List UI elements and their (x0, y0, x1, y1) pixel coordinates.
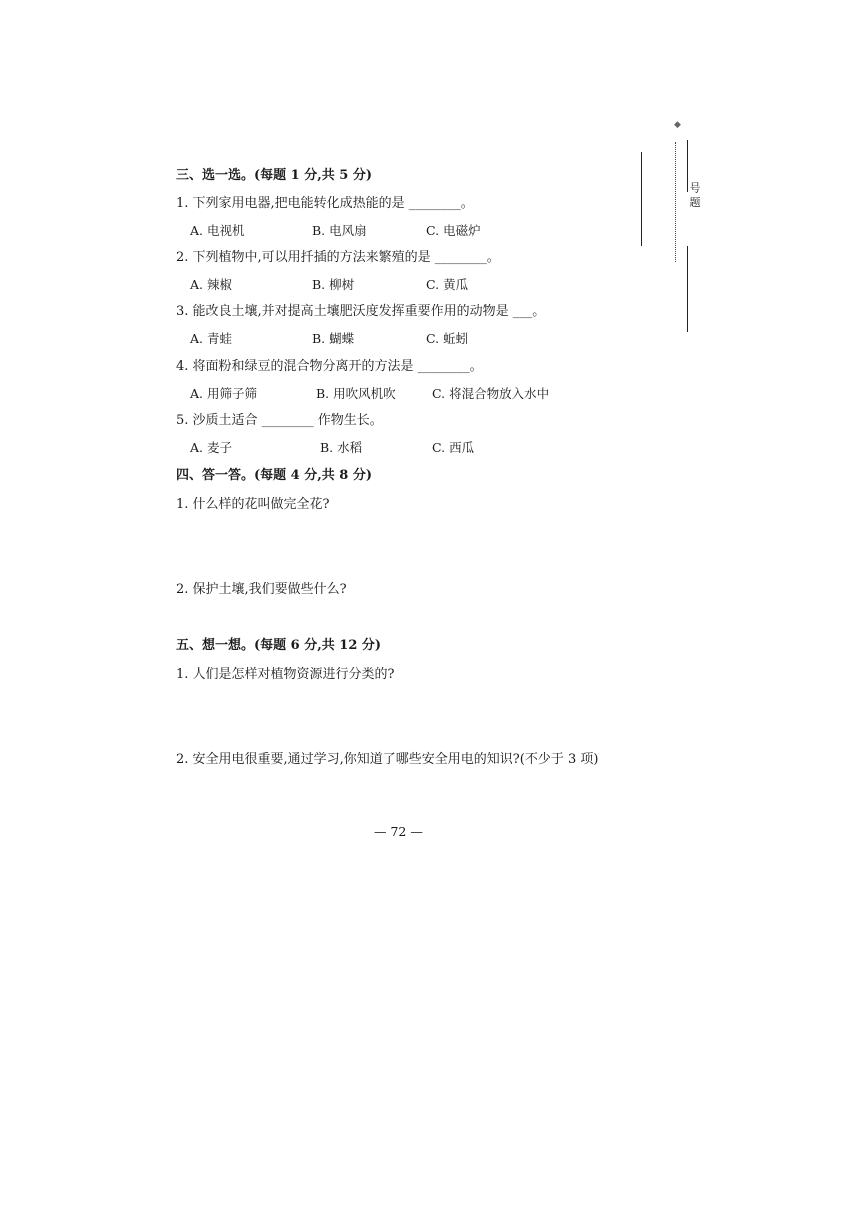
margin-side-label: 号 题 (688, 182, 701, 208)
section-3-title: 三、选一选。(每题 1 分,共 5 分) (176, 168, 373, 183)
option-3-2-a: A. 辣椒 (190, 277, 232, 292)
option-3-5-b: B. 水稻 (320, 440, 363, 455)
option-3-1-c: C. 电磁炉 (426, 223, 481, 238)
question-4-2: 2. 保护土壤,我们要做些什么? (176, 582, 347, 597)
page-number: — 72 — (374, 824, 423, 839)
section-4-title: 四、答一答。(每题 4 分,共 8 分) (176, 468, 373, 483)
question-3-4: 4. 将面粉和绿豆的混合物分离开的方法是 ________。 (176, 359, 483, 374)
option-3-1-a: A. 电视机 (190, 223, 245, 238)
question-3-5: 5. 沙质土适合 ________ 作物生长。 (176, 413, 383, 428)
option-3-5-c: C. 西瓜 (432, 440, 475, 455)
question-4-1: 1. 什么样的花叫做完全花? (176, 497, 330, 512)
section-5-title: 五、想一想。(每题 6 分,共 12 分) (176, 638, 382, 653)
margin-mark: ◆ (674, 120, 681, 130)
option-3-4-b: B. 用吹风机吹 (316, 386, 396, 401)
question-3-2: 2. 下列植物中,可以用扦插的方法来繁殖的是 ________。 (176, 250, 500, 265)
question-5-2: 2. 安全用电很重要,通过学习,你知道了哪些安全用电的知识?(不少于 3 项) (176, 752, 599, 767)
option-3-1-b: B. 电风扇 (312, 223, 367, 238)
margin-dotted-line (675, 142, 676, 262)
option-3-2-c: C. 黄瓜 (426, 277, 469, 292)
option-3-3-b: B. 蝴蝶 (312, 331, 355, 346)
margin-rule-bottom (687, 246, 688, 332)
option-3-5-a: A. 麦子 (190, 440, 232, 455)
option-3-3-c: C. 蚯蚓 (426, 331, 469, 346)
question-3-1: 1. 下列家用电器,把电能转化成热能的是 ________。 (176, 196, 474, 211)
question-3-3: 3. 能改良土壤,并对提高土壤肥沃度发挥重要作用的动物是 ___。 (176, 304, 546, 319)
margin-left-rule (641, 152, 642, 246)
question-5-1: 1. 人们是怎样对植物资源进行分类的? (176, 667, 395, 682)
option-3-4-a: A. 用筛子筛 (190, 386, 257, 401)
option-3-4-c: C. 将混合物放入水中 (432, 386, 550, 401)
option-3-3-a: A. 青蛙 (190, 331, 232, 346)
option-3-2-b: B. 柳树 (312, 277, 355, 292)
